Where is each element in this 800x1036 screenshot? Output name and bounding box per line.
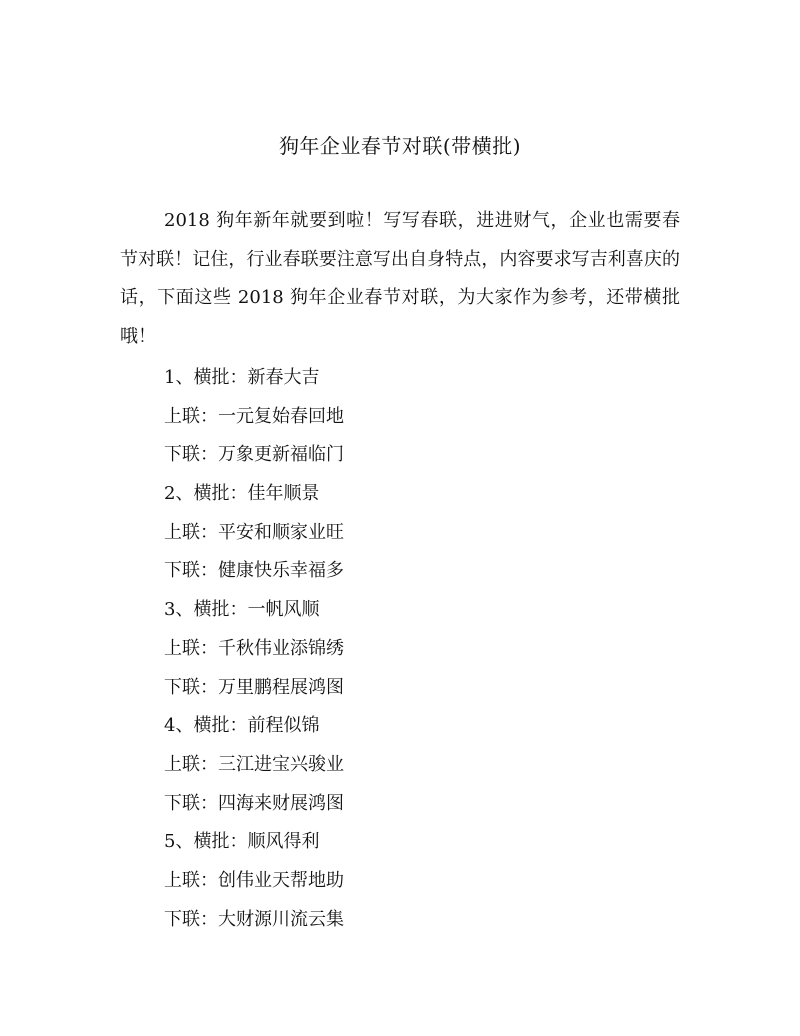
couplet-heading-3: 3、横批：一帆风顺 — [164, 599, 320, 621]
document-title: 狗年企业春节对联(带横批) — [278, 134, 522, 158]
couplet-upper-5: 上联：创伟业天帮地助 — [164, 869, 344, 891]
couplet-heading-2: 2、横批：佳年顺景 — [164, 483, 320, 505]
couplet-heading-4: 4、横批：前程似锦 — [164, 715, 320, 737]
couplet-upper-4: 上联：三江进宝兴骏业 — [164, 753, 344, 775]
couplet-list — [164, 359, 684, 939]
couplet-lower-1: 下联：万象更新福临门 — [164, 444, 344, 466]
couplet-heading-1: 1、横批：新春大吉 — [164, 367, 320, 388]
couplet-lower-2: 下联：健康快乐幸福多 — [164, 560, 344, 582]
couplet-lower-5: 下联：大财源川流云集 — [164, 908, 344, 930]
couplet-lower-4: 下联：四海来财展鸿图 — [164, 792, 344, 814]
couplet-lower-3: 下联：万里鹏程展鸿图 — [164, 676, 344, 698]
couplet-upper-1: 上联：一元复始春回地 — [164, 405, 344, 427]
couplet-heading-5: 5、横批：顺风得利 — [164, 831, 320, 853]
intro-paragraph: 2018 狗年新年就要到啦！写写春联，进进财气，企业也需要春节对联！记住，行业春联要注意写出自身特点，内容要求写吉利喜庆的话，下面这些 2018 狗年企业春节对联，为大家作为参考，还带横批哦！ — [120, 210, 680, 347]
couplet-upper-2: 上联：平安和顺家业旺 — [164, 521, 344, 543]
couplet-upper-3: 上联：千秋伟业添锦绣 — [164, 637, 344, 659]
